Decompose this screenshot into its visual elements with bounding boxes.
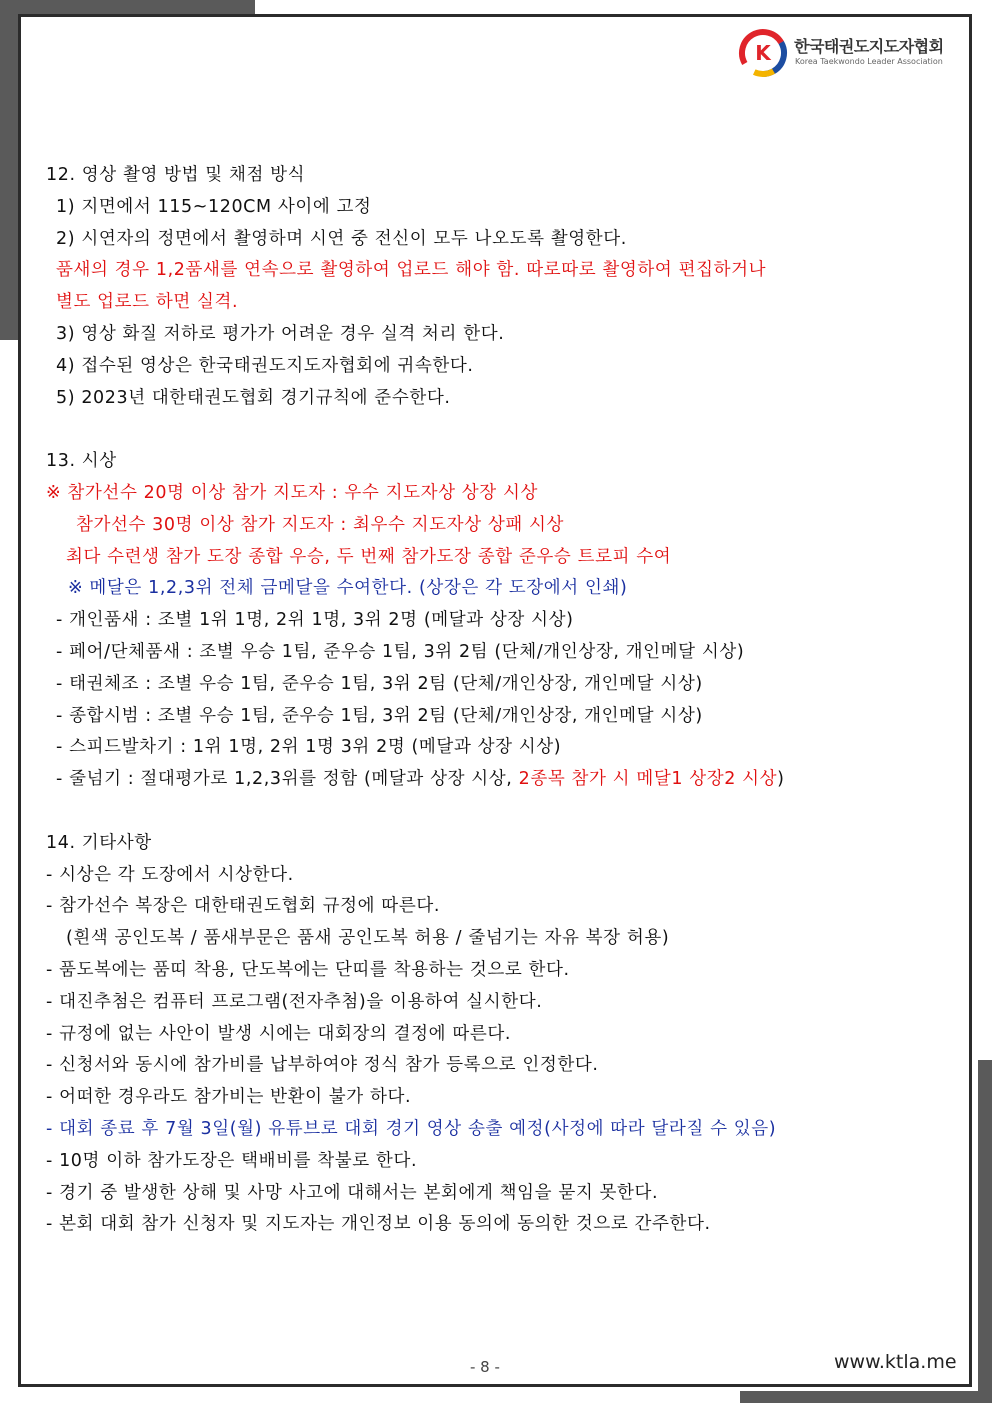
misc-item: - 대진추첨은 컴퓨터 프로그램(전자추첨)을 이용하여 실시한다. (46, 991, 543, 1012)
section-13-award-note-3: 최다 수련생 참가 도장 종합 우승, 두 번째 참가도장 종합 준우승 트로피 수여 (66, 546, 672, 567)
section-13-award-note-1: ※ 참가선수 20명 이상 참가 지도자 : 우수 지도자상 상장 시상 (46, 482, 538, 503)
misc-item: - 경기 중 발생한 상해 및 사망 사고에 대해서는 본회에게 책임을 묻지 못한다. (46, 1182, 659, 1203)
misc-item: - 품도복에는 품띠 착용, 단도복에는 단띠를 착용하는 것으로 한다. (46, 959, 570, 980)
section-13-medal-note: ※ 메달은 1,2,3위 전체 금메달을 수여한다. (상장은 각 도장에서 인쇄) (68, 578, 628, 599)
association-logo (738, 26, 968, 80)
award-item: - 스피드발차기 : 1위 1명, 2위 1명 3위 2명 (메달과 상장 시상) (56, 737, 562, 758)
misc-item: - 본회 대회 참가 신청자 및 지도자는 개인정보 이용 동의에 동의한 것으로 간주한다. (46, 1214, 711, 1235)
logo-title: 한국태권도지도자협회 (794, 37, 944, 56)
section-12-title: 12. 영상 촬영 방법 및 채점 방식 (46, 165, 306, 185)
section-12-item-2: 2) 시연자의 정면에서 촬영하며 시연 중 전신이 모두 나오도록 촬영한다. (56, 228, 627, 249)
misc-item: - 10명 이하 참가도장은 택배비를 착불로 한다. (46, 1150, 418, 1171)
misc-item: - 규정에 없는 사안이 발생 시에는 대회장의 결정에 따른다. (46, 1023, 511, 1044)
section-12-item-1: 1) 지면에서 115~120CM 사이에 고정 (56, 196, 372, 217)
ktla-logo-icon (738, 28, 788, 78)
misc-item: - 시상은 각 도장에서 시상한다. (46, 864, 294, 885)
website-url[interactable]: www.ktla.me (834, 1351, 957, 1373)
award-item: - 태권체조 : 조별 우승 1팀, 준우승 1팀, 3위 2팀 (단체/개인상장, 개인메달 시상) (56, 673, 703, 694)
misc-item-note: (흰색 공인도복 / 품새부문은 품새 공인도복 허용 / 줄넘기는 자유 복장 허용) (66, 928, 670, 949)
page-number: - 8 - (470, 1358, 500, 1376)
document-body (46, 160, 946, 1241)
section-12-warning-1: 품새의 경우 1,2품새를 연속으로 촬영하여 업로드 해야 함. 따로따로 촬영하여 편집하거나 (56, 260, 767, 281)
award-item-jump-rope (46, 764, 946, 796)
logo-letter: K (755, 41, 771, 65)
page-shadow-top (0, 0, 255, 14)
section-12-item-4: 4) 접수된 영상은 한국태권도지도자협회에 귀속한다. (56, 355, 474, 376)
jump-rope-red-note: 2종목 참가 시 메달1 상장2 시상 (518, 769, 778, 790)
section-13-title: 13. 시상 (46, 451, 117, 472)
misc-item-broadcast: - 대회 종료 후 7월 3일(월) 유튜브로 대회 경기 영상 송출 예정(사정에 따라 달라질 수 있음) (46, 1118, 777, 1139)
jump-rope-text: - 줄넘기 : 절대평가로 1,2,3위를 정함 (메달과 상장 시상, (56, 769, 519, 790)
section-14-title: 14. 기타사항 (46, 832, 152, 853)
misc-item: - 참가선수 복장은 대한태권도협회 규정에 따른다. (46, 896, 440, 917)
award-item: - 종합시범 : 조별 우승 1팀, 준우승 1팀, 3위 2팀 (단체/개인상장, 개인메달 시상) (56, 705, 703, 726)
page-shadow-right (978, 1060, 992, 1403)
page-shadow-left (0, 0, 18, 340)
section-12-item-5: 5) 2023년 대한태권도협회 경기규칙에 준수한다. (56, 387, 451, 408)
award-item: - 개인품새 : 조별 1위 1명, 2위 1명, 3위 2명 (메달과 상장 시상) (56, 610, 574, 631)
section-13-award-note-2: 참가선수 30명 이상 참가 지도자 : 최우수 지도자상 상패 시상 (76, 514, 565, 535)
misc-item: - 신청서와 동시에 참가비를 납부하여야 정식 참가 등록으로 인정한다. (46, 1055, 599, 1076)
section-12-warning-2: 별도 업로드 하면 실격. (56, 292, 239, 313)
jump-rope-suffix: ) (777, 769, 785, 790)
page-shadow-bottom (740, 1391, 992, 1403)
logo-subtitle: Korea Taekwondo Leader Association (795, 57, 943, 66)
award-item: - 페어/단체품새 : 조별 우승 1팀, 준우승 1팀, 3위 2팀 (단체/개인상장, 개인메달 시상) (56, 641, 745, 662)
misc-item: - 어떠한 경우라도 참가비는 반환이 불가 하다. (46, 1087, 412, 1108)
section-12-item-3: 3) 영상 화질 저하로 평가가 어려운 경우 실격 처리 한다. (56, 323, 505, 344)
